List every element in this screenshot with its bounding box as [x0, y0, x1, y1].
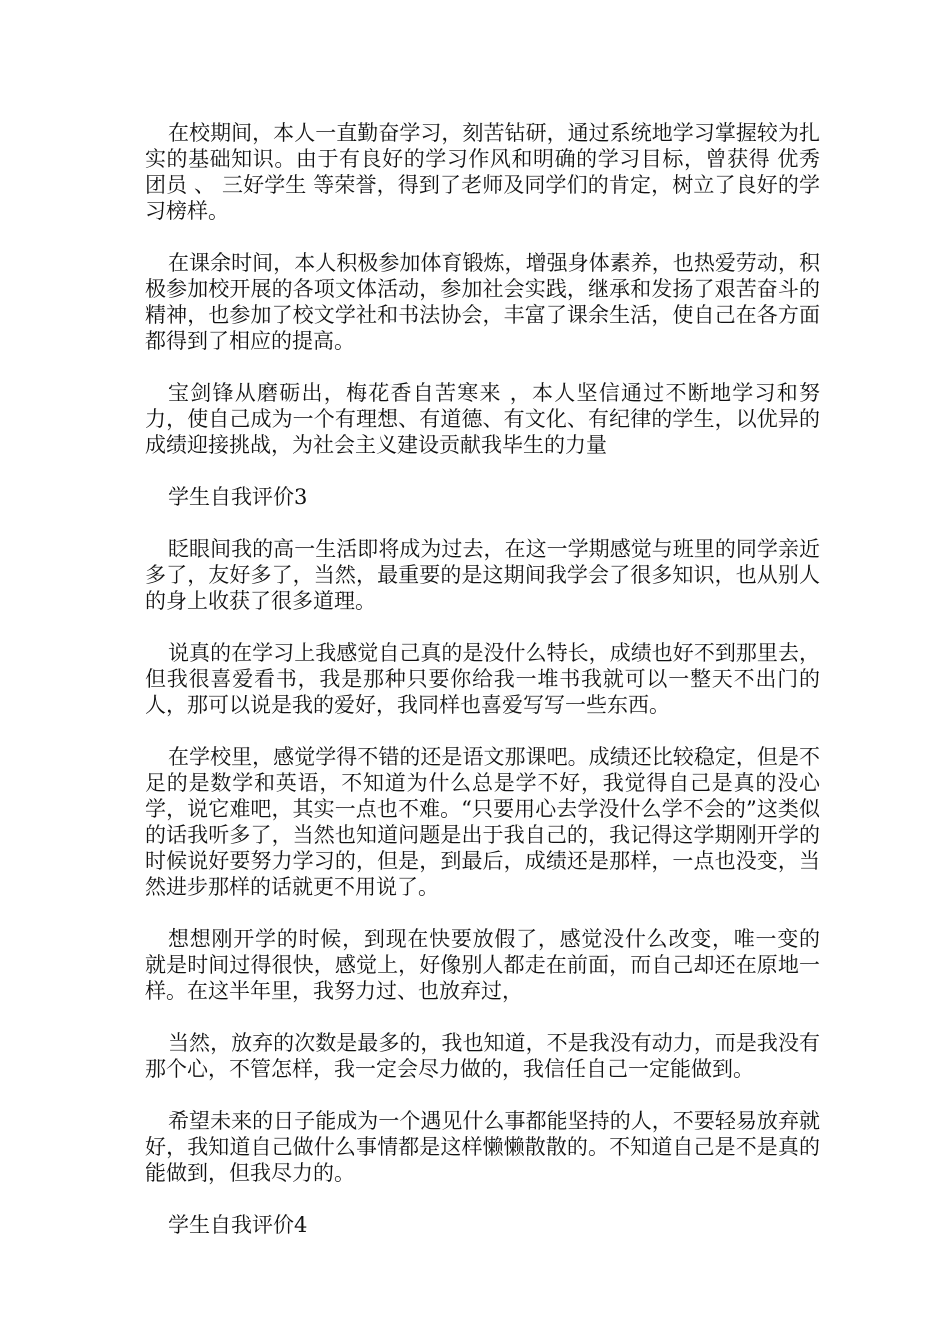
paragraph-study: 在校期间，本人一直勤奋学习，刻苦钻研，通过系统地学习掌握较为扎实的基础知识。由于有良好的学习作风和明确的学习目标，曾获得 优秀团员 、 三好学生 等荣誉，得到了老师及同学们的肯定，树立了良好的学习榜样。	[145, 121, 820, 223]
paragraph-aspiration: 宝剑锋从磨砺出，梅花香自苦寒来 ，本人坚信通过不断地学习和努力，使自己成为一个有理想、有道德、有文化、有纪律的学生，以优异的成绩迎接挑战，为社会主义建设贡献我毕生的力量	[145, 381, 820, 457]
paragraph-hope: 希望未来的日子能成为一个遇见什么事都能坚持的人，不要轻易放弃就好，我知道自己做什么事情都是这样懒懒散散的。不知道自己是不是真的能做到，但我尽力的。	[145, 1109, 820, 1185]
paragraph-subjects: 在学校里，感觉学得不错的还是语文那课吧。成绩还比较稳定，但是不足的是数学和英语，不知道为什么总是学不好，我觉得自己是真的没心学，说它难吧，其实一点也不难。“只要用心去学没什么学不会的”这类似的话我听多了，当然也知道问题是出于我自己的，我记得这学期刚开学的时候说好要努力学习的，但是，到最后，成绩还是那样，一点也没变，当然进步那样的话就更不用说了。	[145, 745, 820, 899]
paragraph-reading: 说真的在学习上我感觉自己真的是没什么特长，成绩也好不到那里去，但我很喜爱看书，我是那种只要你给我一堆书我就可以一整天不出门的人，那可以说是我的爱好，我同样也喜爱写写一些东西。	[145, 641, 820, 717]
paragraph-first-year: 眨眼间我的高一生活即将成为过去，在这一学期感觉与班里的同学亲近多了，友好多了，当然，最重要的是这期间我学会了很多知识，也从别人的身上收获了很多道理。	[145, 537, 820, 613]
section-heading-4: 学生自我评价4	[168, 1213, 308, 1237]
paragraph-effort: 当然，放弃的次数是最多的，我也知道，不是我没有动力，而是我没有那个心，不管怎样，我一定会尽力做的，我信任自己一定能做到。	[145, 1031, 820, 1081]
paragraph-reflection: 想想刚开学的时候，到现在快要放假了，感觉没什么改变，唯一变的 就是时间过得很快，感觉上，好像别人都走在前面，而自己却还在原地一样。在这半年里，我努力过、也放弃过，	[145, 927, 820, 1003]
document-body	[145, 120, 820, 1264]
section-heading-3: 学生自我评价3	[168, 485, 308, 509]
paragraph-extracurricular: 在课余时间，本人积极参加体育锻炼，增强身体素养，也热爱劳动，积极参加校开展的各项文体活动，参加社会实践，继承和发扬了艰苦奋斗的精神，也参加了校文学社和书法协会，丰富了课余生活，使自己在各方面都得到了相应的提高。	[145, 251, 820, 353]
